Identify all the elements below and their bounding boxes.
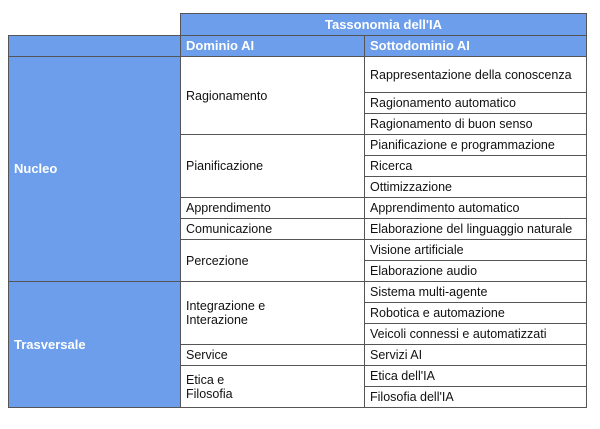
- subdomain-cell: Servizi AI: [365, 345, 587, 366]
- subdomain-cell: Filosofia dell'IA: [365, 387, 587, 408]
- domain-cell: Integrazione e Interazione: [181, 282, 365, 345]
- domain-cell: Ragionamento: [181, 57, 365, 135]
- subdomain-cell: Elaborazione audio: [365, 261, 587, 282]
- subdomain-cell: Rappresentazione della conoscenza: [365, 57, 587, 93]
- subdomain-cell: Elaborazione del linguaggio naturale: [365, 219, 587, 240]
- column-header-subdomain: Sottodominio AI: [365, 36, 587, 57]
- subdomain-cell: Ragionamento di buon senso: [365, 114, 587, 135]
- blank-corner: [9, 14, 181, 36]
- domain-cell: Service: [181, 345, 365, 366]
- subdomain-cell: Sistema multi-agente: [365, 282, 587, 303]
- subdomain-cell: Ricerca: [365, 156, 587, 177]
- subdomain-cell: Robotica e automazione: [365, 303, 587, 324]
- domain-cell: Pianificazione: [181, 135, 365, 198]
- taxonomy-table: [8, 13, 587, 408]
- subdomain-cell: Pianificazione e programmazione: [365, 135, 587, 156]
- domain-cell: Percezione: [181, 240, 365, 282]
- domain-cell: Apprendimento: [181, 198, 365, 219]
- subdomain-cell: Ragionamento automatico: [365, 93, 587, 114]
- domain-cell: Etica e Filosofia: [181, 366, 365, 408]
- category-nucleo: Nucleo: [9, 57, 181, 282]
- subdomain-cell: Visione artificiale: [365, 240, 587, 261]
- category-trasversale: Trasversale: [9, 282, 181, 408]
- subdomain-cell: Veicoli connessi e automatizzati: [365, 324, 587, 345]
- table-title: Tassonomia dell'IA: [181, 14, 587, 36]
- subdomain-cell: Ottimizzazione: [365, 177, 587, 198]
- subdomain-cell: Apprendimento automatico: [365, 198, 587, 219]
- domain-cell: Comunicazione: [181, 219, 365, 240]
- blank-header-cell: [9, 36, 181, 57]
- column-header-domain: Dominio AI: [181, 36, 365, 57]
- subdomain-cell: Etica dell'IA: [365, 366, 587, 387]
